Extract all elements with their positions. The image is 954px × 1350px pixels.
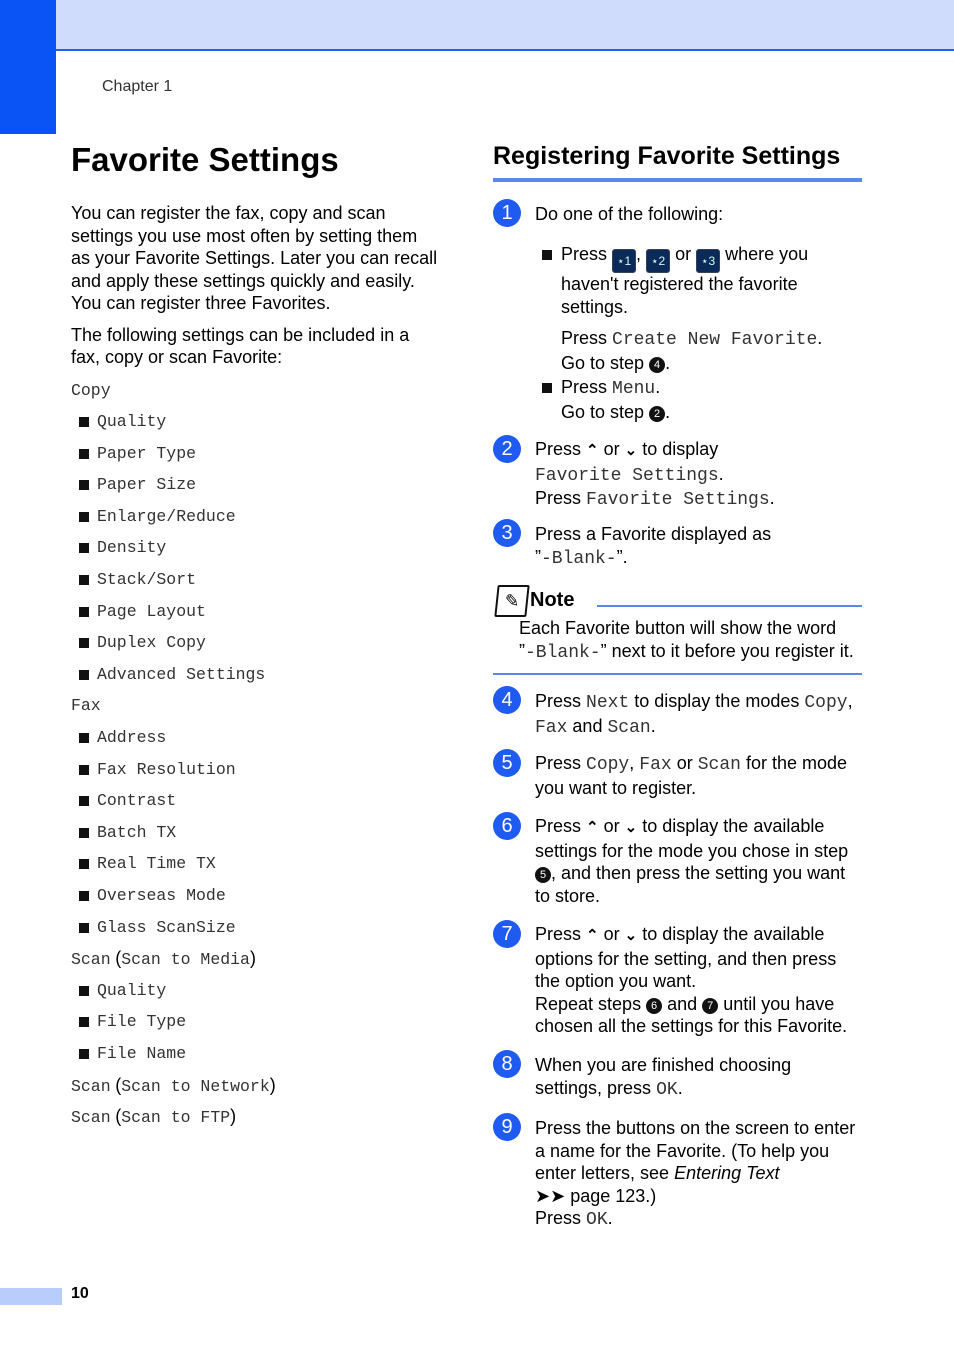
bullet: [79, 891, 89, 901]
step-number: 2: [493, 435, 521, 463]
step-4: 4 Press Next to display the modes Copy, Fax and Scan.: [493, 686, 863, 739]
bullet: [79, 1049, 89, 1059]
list-item-label: Duplex Copy: [97, 633, 206, 653]
page-title: Favorite Settings: [71, 141, 339, 178]
note-label: Note: [530, 589, 575, 611]
down-arrow-icon: ⌄: [624, 819, 638, 836]
step-6: 6 Press ⌃ or ⌄ to display the available settings for the mode you chose in step 5 , and then press the setting you want to store.: [493, 812, 863, 907]
note-rule: [597, 605, 862, 607]
list-item: [71, 596, 441, 628]
chapter-tab: [0, 0, 56, 134]
intro-paragraph: You can register the fax, copy and scan settings you use most often by setting them as your Favorite Settings. Later you can recall and apply these settings quickly and easily. You can register three Favorites.: [71, 203, 438, 313]
bullet: [79, 828, 89, 838]
category-fax: Fax: [71, 696, 101, 716]
list-item-label: Paper Type: [97, 443, 197, 463]
header-band: [0, 0, 954, 51]
step-ref-icon: 5: [535, 867, 551, 883]
step-7: 7 Press ⌃ or ⌄ to display the available options for the setting, and then press the option you want. Repeat steps 6 and 7 until you have chosen all the settings for this Favorite.: [493, 920, 863, 1038]
list-item: [71, 817, 441, 849]
bullet: [79, 796, 89, 806]
list-item-label: File Name: [97, 1043, 187, 1063]
left-column: [71, 140, 441, 1133]
bullet: [79, 1017, 89, 1027]
double-arrow-icon: ➤➤: [535, 1185, 566, 1206]
category-copy: Copy: [71, 380, 111, 400]
step-ref-icon: 2: [649, 406, 665, 422]
list-item-label: Quality: [97, 980, 167, 1000]
category-scan-network: Scan (Scan to Network): [71, 1074, 276, 1096]
bullet: [79, 859, 89, 869]
list-item: [71, 659, 441, 691]
step-number: 1: [493, 199, 521, 227]
bullet: [79, 512, 89, 522]
step-3: 3 Press a Favorite displayed as ”-Blank-”.: [493, 519, 863, 570]
step-2: 2 Press ⌃ or ⌄ to display Favorite Settings. Press Favorite Settings.: [493, 435, 863, 512]
bullet: [79, 765, 89, 775]
list-item-label: File Type: [97, 1012, 187, 1032]
up-arrow-icon: ⌃: [586, 927, 599, 944]
step-number: 3: [493, 519, 521, 547]
step-5: 5 Press Copy, Fax or Scan for the mode you want to register.: [493, 749, 863, 799]
step-number: 6: [493, 812, 521, 840]
list-item-label: Enlarge/Reduce: [97, 506, 236, 526]
scan-settings-list: [71, 975, 441, 1070]
list-item: [71, 880, 441, 912]
list-item: [71, 406, 441, 438]
step-ref-icon: 7: [702, 998, 718, 1014]
list-item-label: Contrast: [97, 791, 177, 811]
list-item: [71, 754, 441, 786]
list-item-label: Quality: [97, 412, 167, 432]
bullet: [79, 670, 89, 680]
list-item: [71, 722, 441, 754]
bullet: [79, 543, 89, 553]
list-item: [71, 848, 441, 880]
category-scan-ftp: Scan (Scan to FTP): [71, 1106, 237, 1128]
bullet: [79, 417, 89, 427]
list-item-label: Page Layout: [97, 601, 206, 621]
bullet: [79, 575, 89, 585]
list-item: [71, 975, 441, 1007]
list-item-label: Overseas Mode: [97, 886, 226, 905]
list-item: [71, 501, 441, 533]
list-item-label: Density: [97, 538, 167, 558]
intro-paragraph-2: The following settings can be included in a fax, copy or scan Favorite:: [71, 324, 410, 367]
bullet: [79, 986, 89, 996]
step-ref-icon: 4: [649, 357, 665, 373]
favorite-1-key-icon: ⋆1: [612, 249, 636, 273]
list-item-label: Advanced Settings: [97, 664, 266, 684]
list-item: [71, 469, 441, 501]
favorite-3-key-icon: ⋆3: [696, 249, 720, 273]
up-arrow-icon: ⌃: [586, 442, 599, 459]
step-8: 8 When you are finished choosing settings, press OK.: [493, 1050, 863, 1101]
bullet: [79, 449, 89, 459]
bullet: [79, 607, 89, 617]
step-number: 8: [493, 1050, 521, 1078]
list-item: [71, 627, 441, 659]
list-item-label: Real Time TX: [97, 854, 216, 874]
list-item: [71, 1006, 441, 1038]
list-item-label: Paper Size: [97, 475, 197, 495]
list-item: [71, 1038, 441, 1070]
favorite-2-key-icon: ⋆2: [646, 249, 670, 273]
list-item: [71, 532, 441, 564]
list-item-label: Address: [97, 728, 167, 748]
bullet: [79, 638, 89, 648]
step-number: 9: [493, 1113, 521, 1141]
list-item: [71, 912, 441, 944]
bullet: [79, 733, 89, 743]
step-text: Do one of the following:: [535, 204, 724, 224]
fax-settings-list: [71, 722, 441, 943]
bullet: [79, 923, 89, 933]
step-9: 9 Press the buttons on the screen to enter a name for the Favorite. (To help you enter letters, see Entering Text ➤➤ page 123.) Press OK.: [493, 1113, 863, 1232]
list-item-label: Batch TX: [97, 822, 177, 842]
down-arrow-icon: ⌄: [624, 927, 638, 944]
list-item-label: Fax Resolution: [97, 759, 236, 779]
footer-bar: [0, 1288, 62, 1305]
page-number: 10: [71, 1285, 89, 1302]
note-pencil-icon: ✎: [494, 585, 529, 617]
note-text: Each Favorite button will show the word ”-Blank-” next to it before you register it.: [519, 618, 854, 663]
bullet: [542, 383, 552, 393]
category-scan-media: Scan (Scan to Media): [71, 948, 256, 970]
list-item-label: Glass ScanSize: [97, 917, 236, 937]
step-number: 7: [493, 920, 521, 948]
step-number: 4: [493, 686, 521, 714]
list-item-label: Stack/Sort: [97, 570, 197, 590]
bullet: [542, 250, 552, 260]
step-ref-icon: 6: [646, 998, 662, 1014]
step-1-option-a: Press ⋆1 , ⋆2 or ⋆3 where you haven't registered the favorite settings. Press Create New Favorite. Go to step 4 .: [542, 243, 862, 374]
list-item: [71, 438, 441, 470]
note-bottom-rule: [493, 673, 862, 675]
list-item: [71, 564, 441, 596]
up-arrow-icon: ⌃: [586, 819, 599, 836]
list-item: [71, 785, 441, 817]
section-rule: [493, 178, 862, 182]
step-number: 5: [493, 749, 521, 777]
chapter-label: Chapter 1: [102, 78, 173, 95]
copy-settings-list: [71, 406, 441, 690]
down-arrow-icon: ⌄: [624, 442, 638, 459]
section-title: Registering Favorite Settings: [493, 142, 841, 170]
bullet: [79, 480, 89, 490]
step-1: [493, 199, 863, 226]
step-1-option-b: Press Menu. Go to step 2 .: [542, 376, 862, 423]
